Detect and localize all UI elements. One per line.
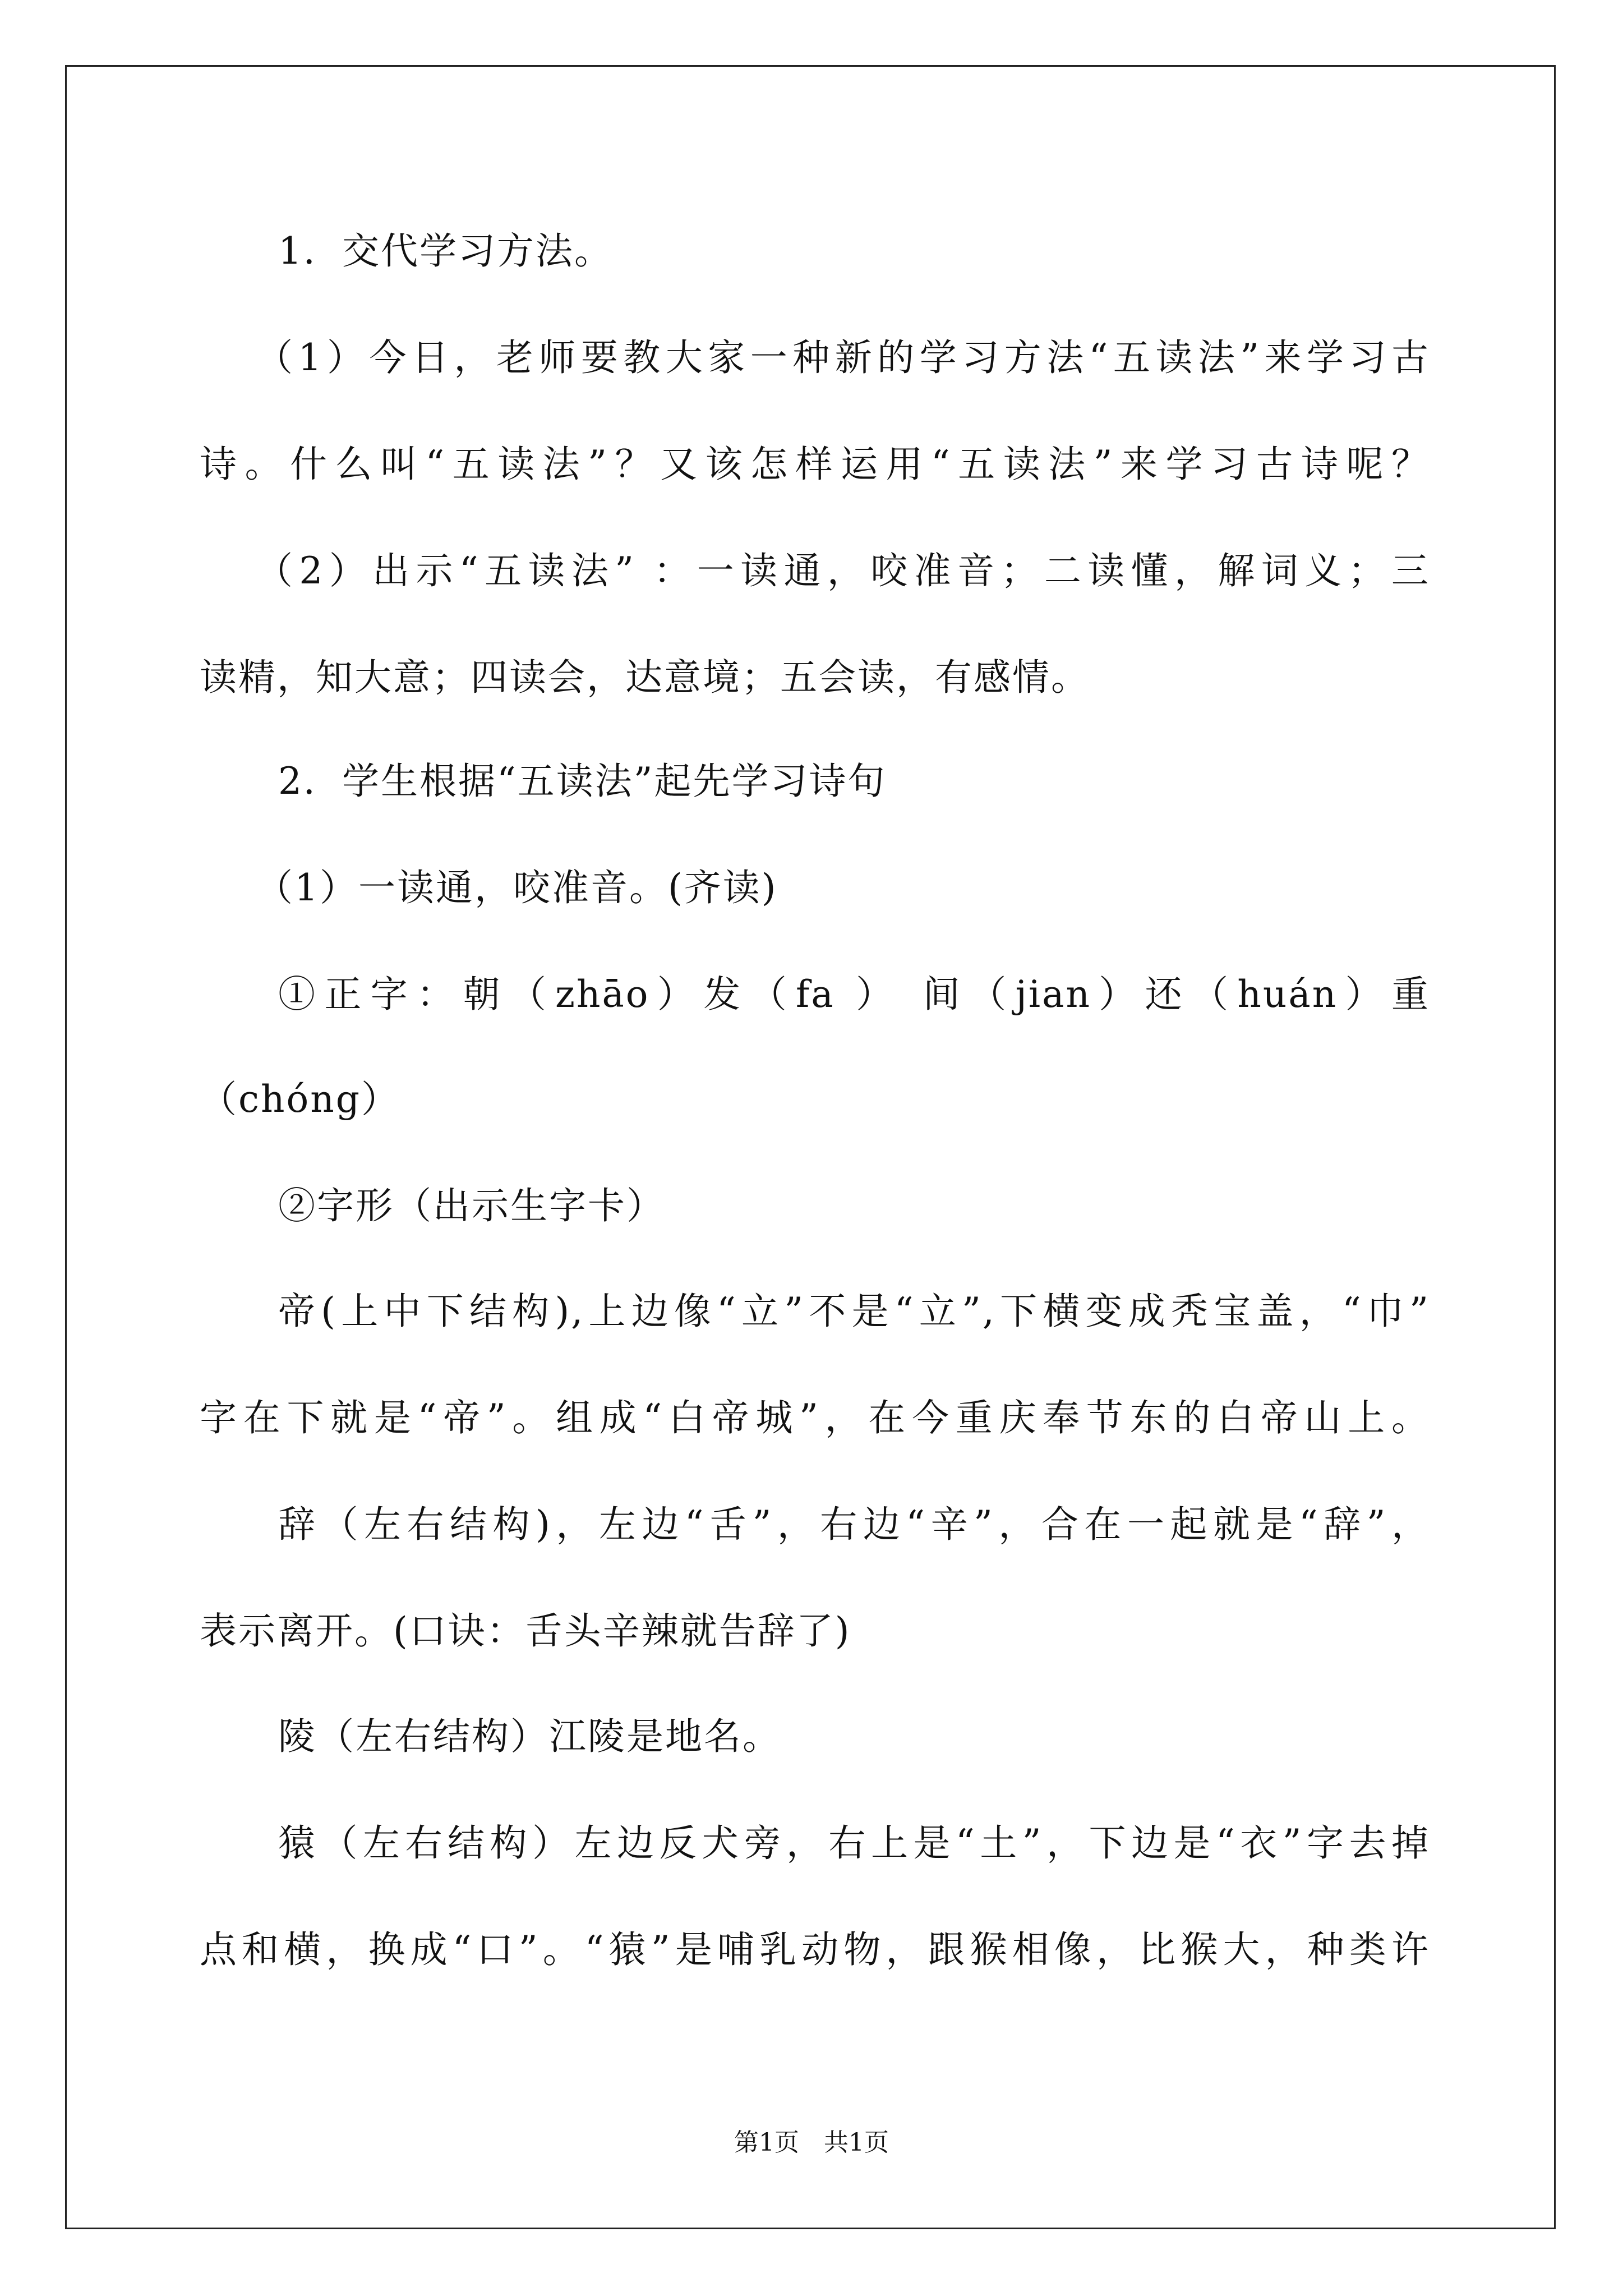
paragraph-line: 猿（左右结构）左边反犬旁，右上是“土”，下边是“衣”字去掉: [278, 1821, 1430, 1865]
paragraph-line: （chóng）: [200, 1078, 400, 1121]
paragraph-line: （1）一读通，咬准音。(齐读): [256, 866, 778, 909]
paragraph-line: 帝(上中下结构),上边像“立”不是“立”,下横变成秃宝盖，“巾”: [278, 1290, 1430, 1333]
paragraph-line: 诗。什么叫“五读法”？又该怎样运用“五读法”来学习古诗呢？: [200, 443, 1430, 486]
page-border: [65, 65, 1556, 2229]
paragraph-line: 2．学生根据“五读法”起先学习诗句: [278, 760, 887, 803]
paragraph-line: 字在下就是“帝”。组成“白帝城”，在今重庆奉节东的白帝山上。: [200, 1396, 1430, 1439]
paragraph-line: ②字形（出示生字卡）: [278, 1184, 665, 1227]
paragraph-line: ①正字：朝（zhāo）发（fa ） 间（jian）还（huán）重: [278, 973, 1430, 1016]
paragraph-line: 1．交代学习方法。: [278, 229, 613, 273]
paragraph-line: 辞（左右结构)，左边“舌”，右边“辛”，合在一起就是“辞”，: [278, 1503, 1430, 1546]
paragraph-line: 点和横，换成“口”。“猿”是哺乳动物，跟猴相像，比猴大，种类许: [200, 1928, 1430, 1971]
paragraph-line: 表示离开。(口诀：舌头辛辣就告辞了): [200, 1609, 851, 1653]
paragraph-line: 读精，知大意；四读会，达意境；五会读，有感情。: [200, 656, 1090, 699]
page-footer: 第1页 共1页: [734, 2128, 889, 2157]
paragraph-line: （2）出示“五读法” ：一读通，咬准音；二读懂，解词义；三: [256, 549, 1430, 592]
paragraph-line: （1）今日，老师要教大家一种新的学习方法“五读法”来学习古: [256, 336, 1430, 379]
paragraph-line: 陵（左右结构）江陵是地名。: [278, 1715, 781, 1758]
